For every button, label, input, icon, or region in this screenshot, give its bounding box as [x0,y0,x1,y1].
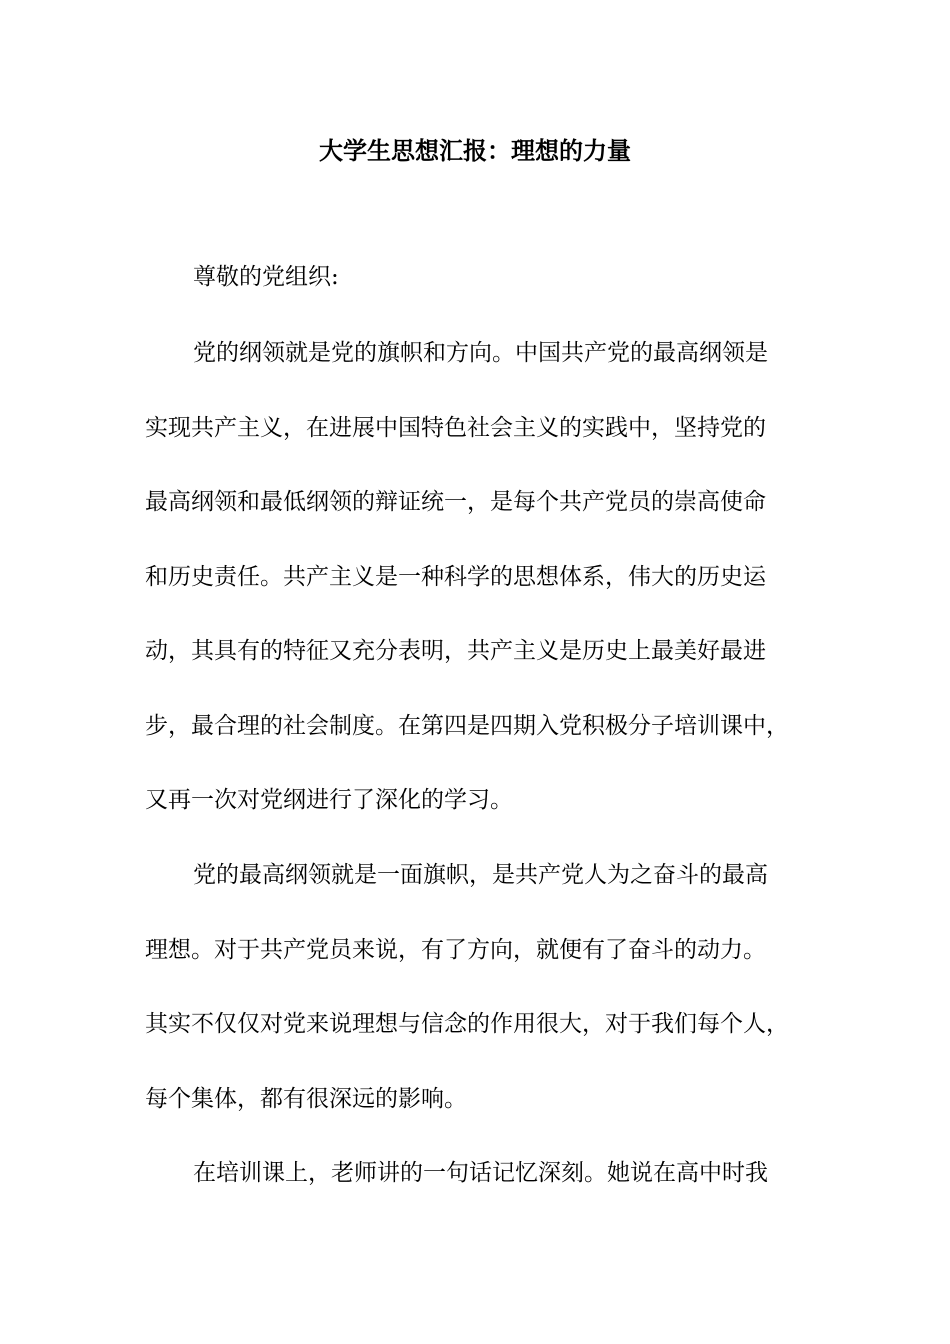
body-line: 其实不仅仅对党来说理想与信念的作用很大，对于我们每个人， [145,1011,789,1037]
body-line: 在培训课上，老师讲的一句话记忆深刻。她说在高中时我 [193,1160,768,1186]
body-line: 党的最高纲领就是一面旗帜，是共产党人为之奋斗的最高 [193,862,768,888]
body-line: 每个集体，都有很深远的影响。 [145,1086,467,1112]
body-line: 最高纲领和最低纲领的辩证统一，是每个共产党员的崇高使命 [145,489,766,515]
body-line: 实现共产主义，在进展中国特色社会主义的实践中，坚持党的 [145,415,766,441]
body-line: 理想。对于共产党员来说，有了方向，就便有了奋斗的动力。 [145,937,766,963]
document-title: 大学生思想汇报：理想的力量 [319,137,631,165]
body-line: 又再一次对党纲进行了深化的学习。 [145,787,513,813]
salutation-line: 尊敬的党组织: [193,264,339,290]
body-line: 动，其具有的特征又充分表明，共产主义是历史上最美好最进 [145,638,766,664]
body-line: 步，最合理的社会制度。在第四是四期入党积极分子培训课中， [145,713,789,739]
body-line: 党的纲领就是党的旗帜和方向。中国共产党的最高纲领是 [193,340,768,366]
body-line: 和历史责任。共产主义是一种科学的思想体系，伟大的历史运 [145,564,766,590]
